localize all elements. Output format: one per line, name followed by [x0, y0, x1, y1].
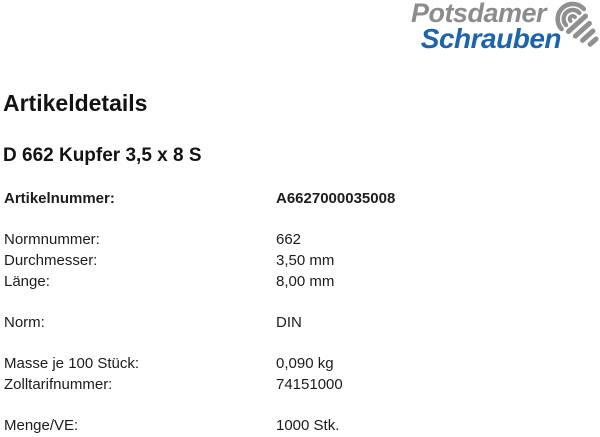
detail-row	[4, 415, 600, 436]
detail-group	[4, 229, 600, 292]
product-title: D 662 Kupfer 3,5 x 8 S	[3, 145, 202, 166]
detail-label: Norm:	[4, 314, 45, 331]
detail-row	[4, 229, 600, 250]
detail-row	[4, 312, 600, 333]
details-table	[4, 188, 600, 436]
detail-row	[4, 374, 600, 395]
detail-group	[4, 312, 600, 333]
detail-row	[4, 271, 600, 292]
logo-text-schrauben: Schrauben	[420, 23, 561, 54]
detail-value: 0,090 kg	[276, 355, 334, 372]
detail-value: 3,50 mm	[276, 252, 335, 269]
detail-group	[4, 188, 600, 209]
company-logo	[411, 1, 561, 52]
detail-label: Durchmesser:	[4, 252, 98, 269]
detail-label: Normnummer:	[4, 231, 100, 248]
detail-value: 74151000	[276, 376, 343, 393]
detail-row	[4, 188, 600, 209]
detail-group	[4, 415, 600, 436]
detail-value: A6627000035008	[276, 190, 396, 207]
detail-row	[4, 353, 600, 374]
detail-label: Masse je 100 Stück:	[4, 355, 140, 372]
detail-row	[4, 250, 600, 271]
screw-icon	[540, 0, 600, 56]
detail-label: Länge:	[4, 273, 50, 290]
detail-value: 1000 Stk.	[276, 417, 340, 434]
page-title: Artikeldetails	[3, 90, 148, 116]
detail-label: Zolltarifnummer:	[4, 376, 113, 393]
detail-label: Menge/VE:	[4, 417, 79, 434]
detail-value: DIN	[276, 314, 302, 331]
detail-group	[4, 353, 600, 395]
logo-text-potsdamer: Potsdamer	[410, 0, 546, 28]
detail-value: 8,00 mm	[276, 273, 335, 290]
detail-label: Artikelnummer:	[4, 190, 115, 207]
detail-value: 662	[276, 231, 302, 248]
